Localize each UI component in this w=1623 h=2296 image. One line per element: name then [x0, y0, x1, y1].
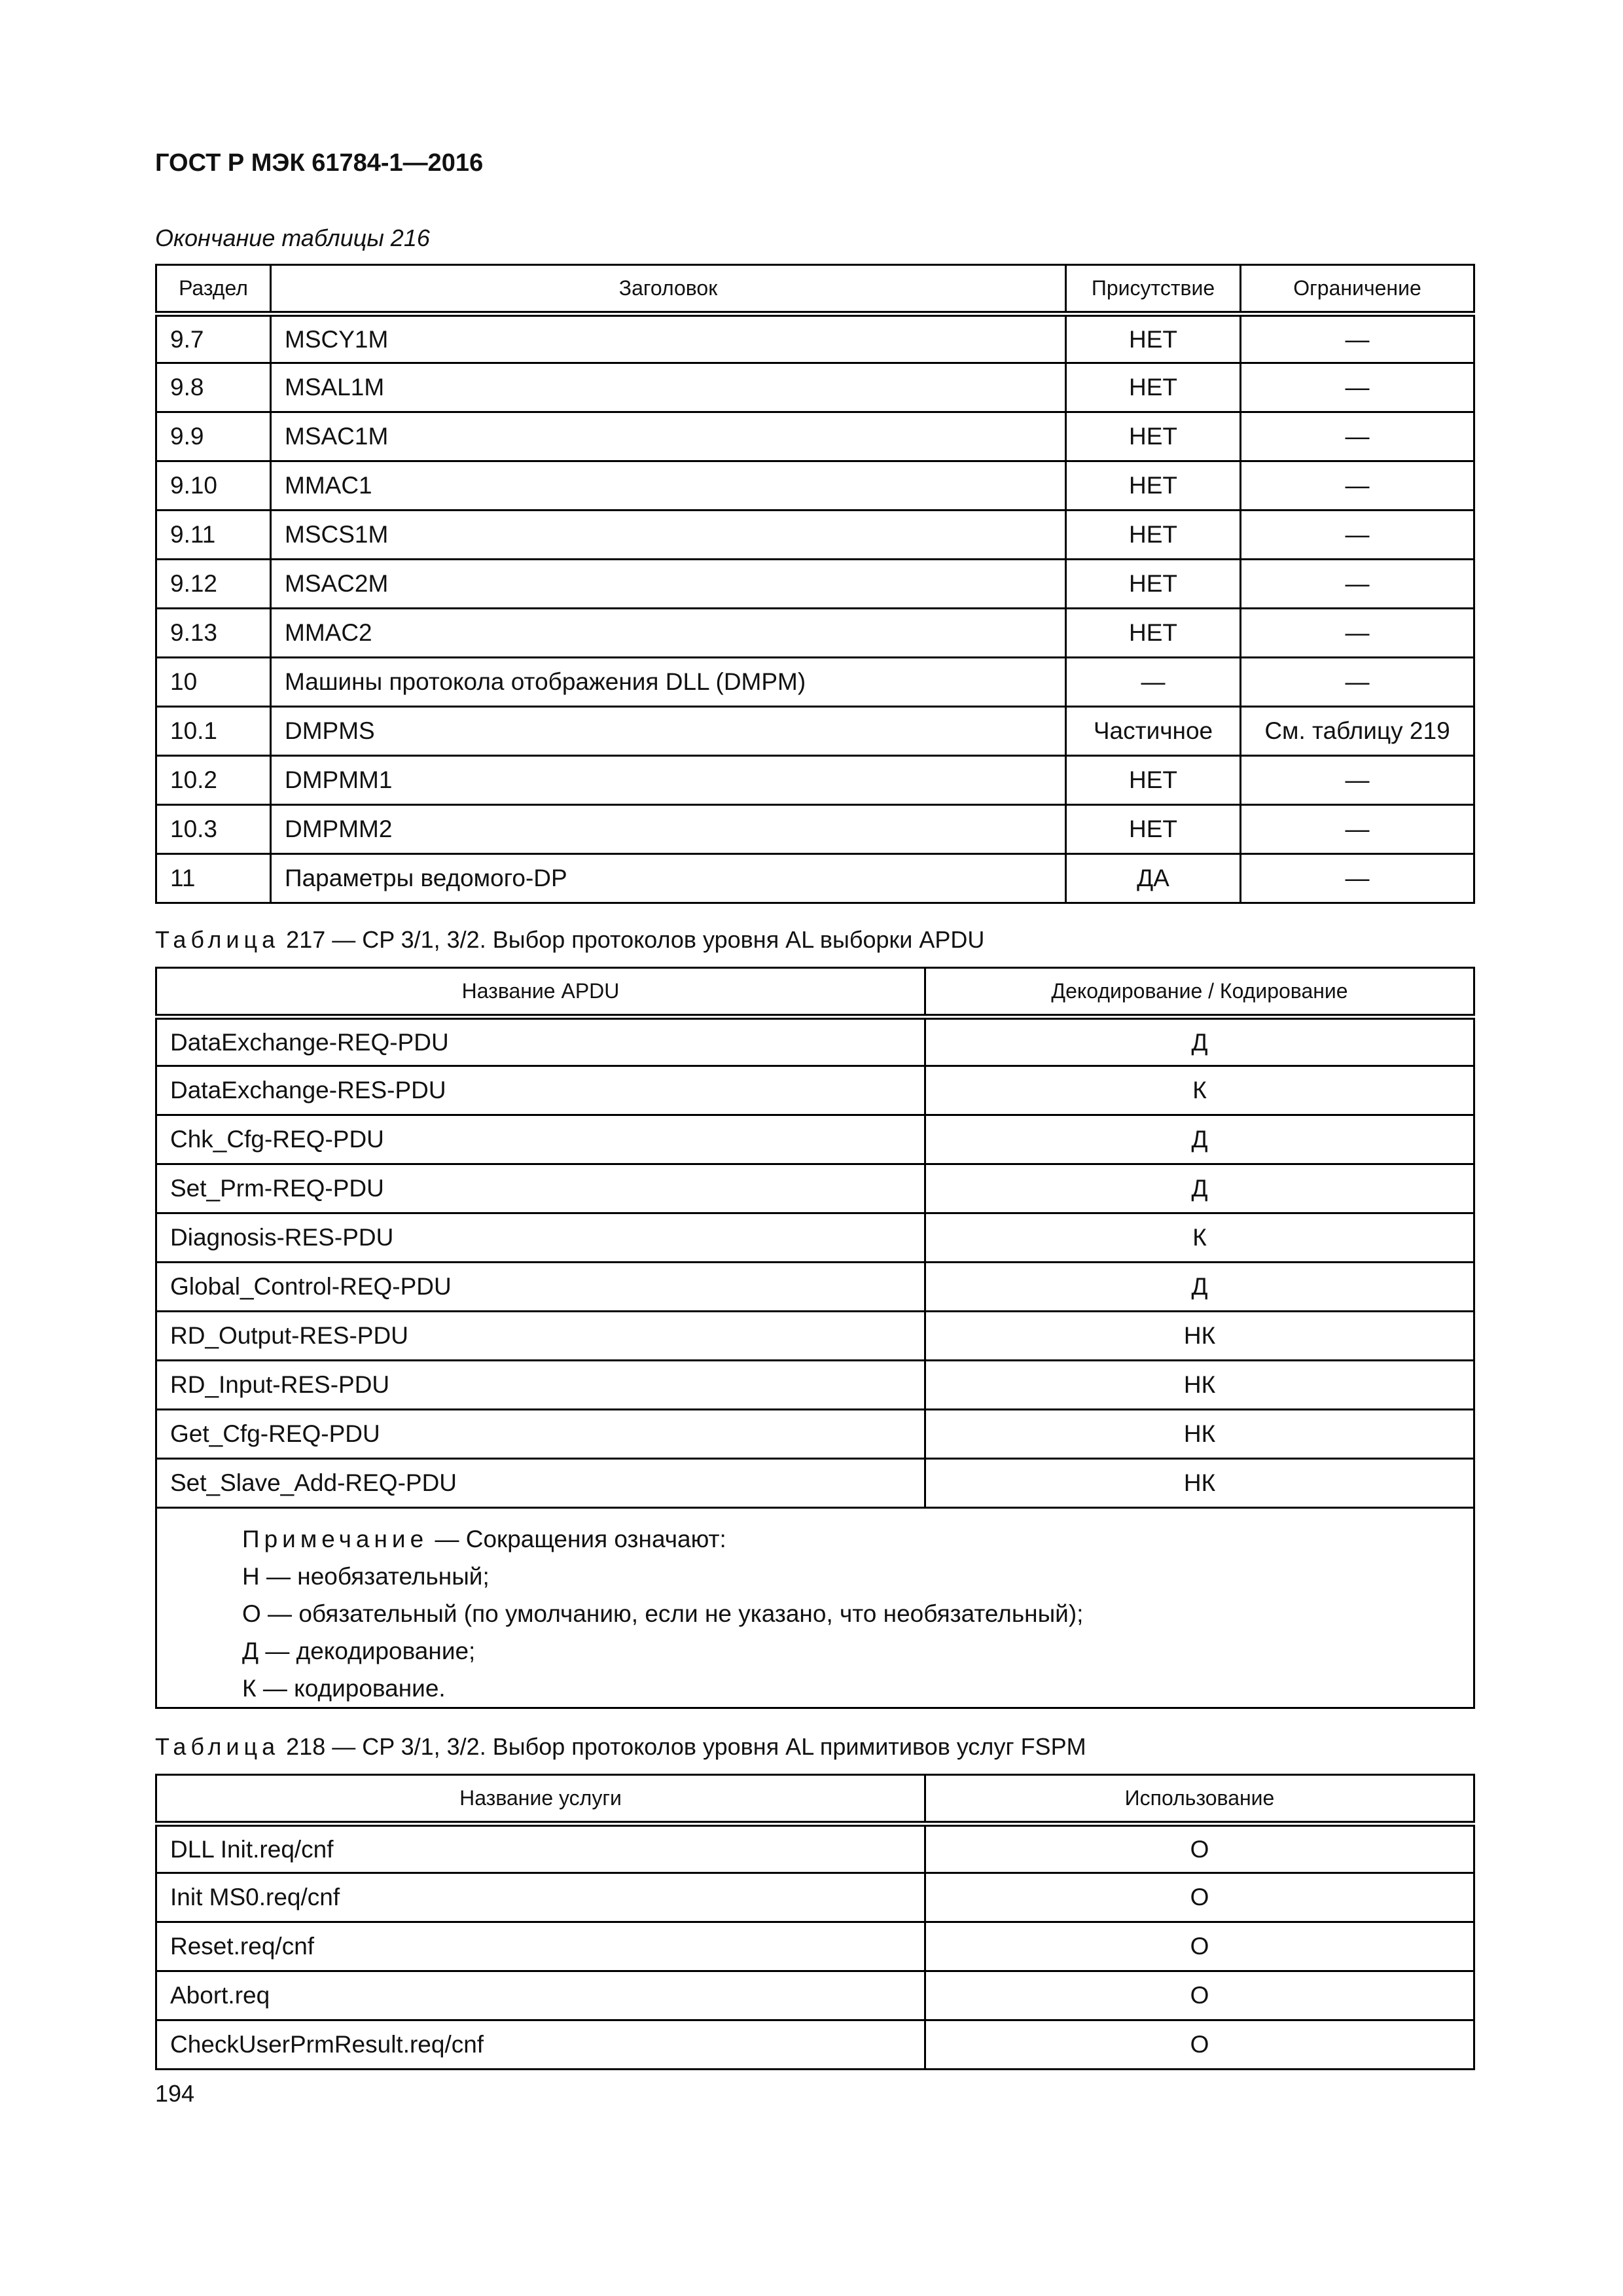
table-row [156, 609, 1474, 658]
usage-cell: О [925, 1824, 1474, 1873]
note-line: К — кодирование. [242, 1675, 446, 1702]
column-header: Декодирование / Кодирование [925, 968, 1474, 1017]
title-cell: DMPMM1 [271, 756, 1066, 805]
constraint-cell: — [1241, 854, 1474, 903]
presence-cell: ДА [1066, 854, 1241, 903]
caption-label: Таблица [155, 1733, 280, 1760]
usage-cell: О [925, 1873, 1474, 1922]
coding-cell: НК [925, 1361, 1474, 1410]
column-header: Название услуги [156, 1775, 925, 1824]
table-row [156, 805, 1474, 854]
section-cell: 9.13 [156, 609, 271, 658]
title-cell: MSCY1M [271, 314, 1066, 363]
presence-cell: НЕТ [1066, 363, 1241, 412]
column-header: Присутствие [1066, 265, 1241, 314]
constraint-cell: — [1241, 412, 1474, 461]
presence-cell: — [1066, 658, 1241, 707]
table-row [156, 1312, 1474, 1361]
section-cell: 9.11 [156, 511, 271, 560]
apdu-name-cell: Global_Control-REQ-PDU [156, 1263, 925, 1312]
table-note [156, 1508, 1474, 1708]
column-header: Название APDU [156, 968, 925, 1017]
table-row [156, 314, 1474, 363]
apdu-name-cell: RD_Output-RES-PDU [156, 1312, 925, 1361]
service-name-cell: Init MS0.req/cnf [156, 1873, 925, 1922]
constraint-cell: — [1241, 560, 1474, 609]
title-cell: Машины протокола отображения DLL (DMPM) [271, 658, 1066, 707]
constraint-cell: — [1241, 609, 1474, 658]
presence-cell: НЕТ [1066, 609, 1241, 658]
coding-cell: К [925, 1213, 1474, 1263]
page-number: 194 [155, 2080, 195, 2107]
table-row [156, 854, 1474, 903]
constraint-cell: — [1241, 805, 1474, 854]
title-cell: MMAC1 [271, 461, 1066, 511]
constraint-cell: — [1241, 461, 1474, 511]
table-218 [155, 1774, 1475, 2070]
usage-cell: О [925, 1922, 1474, 1971]
table-217-caption [155, 926, 984, 954]
coding-cell: НК [925, 1312, 1474, 1361]
section-cell: 9.12 [156, 560, 271, 609]
constraint-cell: — [1241, 658, 1474, 707]
presence-cell: НЕТ [1066, 560, 1241, 609]
section-cell: 10.2 [156, 756, 271, 805]
title-cell: Параметры ведомого-DP [271, 854, 1066, 903]
title-cell: DMPMM2 [271, 805, 1066, 854]
note-intro: — Сокращения означают: [435, 1526, 726, 1552]
table-row [156, 1971, 1474, 2020]
presence-cell: НЕТ [1066, 314, 1241, 363]
constraint-cell: — [1241, 756, 1474, 805]
apdu-name-cell: Set_Prm-REQ-PDU [156, 1164, 925, 1213]
section-cell: 10.1 [156, 707, 271, 756]
table-row [156, 1263, 1474, 1312]
section-cell: 9.7 [156, 314, 271, 363]
caption-text: 218 — CP 3/1, 3/2. Выбор протоколов уровня AL примитивов услуг FSPM [286, 1733, 1086, 1760]
coding-cell: Д [925, 1115, 1474, 1164]
table-row [156, 511, 1474, 560]
table-row [156, 461, 1474, 511]
table-row [156, 658, 1474, 707]
coding-cell: Д [925, 1263, 1474, 1312]
table-row [156, 1017, 1474, 1066]
column-header: Ограничение [1241, 265, 1474, 314]
column-header: Использование [925, 1775, 1474, 1824]
apdu-name-cell: DataExchange-REQ-PDU [156, 1017, 925, 1066]
table-row [156, 1361, 1474, 1410]
caption-label: Таблица [155, 926, 280, 953]
table-note-row [156, 1508, 1474, 1708]
constraint-cell: — [1241, 314, 1474, 363]
apdu-name-cell: Set_Slave_Add-REQ-PDU [156, 1459, 925, 1508]
table-row [156, 1410, 1474, 1459]
coding-cell: Д [925, 1164, 1474, 1213]
usage-cell: О [925, 2020, 1474, 2070]
table-row [156, 1873, 1474, 1922]
section-cell: 10.3 [156, 805, 271, 854]
service-name-cell: DLL Init.req/cnf [156, 1824, 925, 1873]
table-row [156, 363, 1474, 412]
table-row [156, 1164, 1474, 1213]
title-cell: MSAC2M [271, 560, 1066, 609]
table-218-caption [155, 1733, 1086, 1761]
coding-cell: Д [925, 1017, 1474, 1066]
table-row [156, 1213, 1474, 1263]
service-name-cell: CheckUserPrmResult.req/cnf [156, 2020, 925, 2070]
note-line: О — обязательный (по умолчанию, если не указано, что необязательный); [242, 1600, 1084, 1627]
table-row [156, 707, 1474, 756]
coding-cell: НК [925, 1459, 1474, 1508]
table-row [156, 560, 1474, 609]
presence-cell: НЕТ [1066, 461, 1241, 511]
section-cell: 11 [156, 854, 271, 903]
title-cell: MSCS1M [271, 511, 1066, 560]
service-name-cell: Reset.req/cnf [156, 1922, 925, 1971]
apdu-name-cell: Chk_Cfg-REQ-PDU [156, 1115, 925, 1164]
table-row [156, 756, 1474, 805]
caption-text: 217 — CP 3/1, 3/2. Выбор протоколов уровня AL выборки APDU [286, 926, 985, 953]
table-row [156, 2020, 1474, 2070]
presence-cell: НЕТ [1066, 412, 1241, 461]
apdu-name-cell: DataExchange-RES-PDU [156, 1066, 925, 1115]
title-cell: MSAL1M [271, 363, 1066, 412]
table-row [156, 1115, 1474, 1164]
section-cell: 10 [156, 658, 271, 707]
column-header: Заголовок [271, 265, 1066, 314]
table-217 [155, 967, 1475, 1709]
document-header: ГОСТ Р МЭК 61784-1—2016 [155, 149, 484, 177]
note-label: Примечание [242, 1526, 429, 1552]
title-cell: DMPMS [271, 707, 1066, 756]
table-row [156, 1922, 1474, 1971]
table-row [156, 1459, 1474, 1508]
table-row [156, 1824, 1474, 1873]
apdu-name-cell: RD_Input-RES-PDU [156, 1361, 925, 1410]
usage-cell: О [925, 1971, 1474, 2020]
presence-cell: НЕТ [1066, 511, 1241, 560]
coding-cell: НК [925, 1410, 1474, 1459]
section-cell: 9.9 [156, 412, 271, 461]
presence-cell: НЕТ [1066, 805, 1241, 854]
presence-cell: Частичное [1066, 707, 1241, 756]
table-row [156, 412, 1474, 461]
coding-cell: К [925, 1066, 1474, 1115]
table-216-caption: Окончание таблицы 216 [155, 224, 430, 251]
constraint-cell: — [1241, 511, 1474, 560]
title-cell: MMAC2 [271, 609, 1066, 658]
table-row [156, 1066, 1474, 1115]
title-cell: MSAC1M [271, 412, 1066, 461]
constraint-cell: См. таблицу 219 [1241, 707, 1474, 756]
presence-cell: НЕТ [1066, 756, 1241, 805]
apdu-name-cell: Get_Cfg-REQ-PDU [156, 1410, 925, 1459]
section-cell: 9.8 [156, 363, 271, 412]
table-216 [155, 264, 1475, 904]
note-line: Д — декодирование; [242, 1638, 476, 1664]
apdu-name-cell: Diagnosis-RES-PDU [156, 1213, 925, 1263]
constraint-cell: — [1241, 363, 1474, 412]
column-header: Раздел [156, 265, 271, 314]
section-cell: 9.10 [156, 461, 271, 511]
note-line: Н — необязательный; [242, 1563, 490, 1590]
service-name-cell: Abort.req [156, 1971, 925, 2020]
